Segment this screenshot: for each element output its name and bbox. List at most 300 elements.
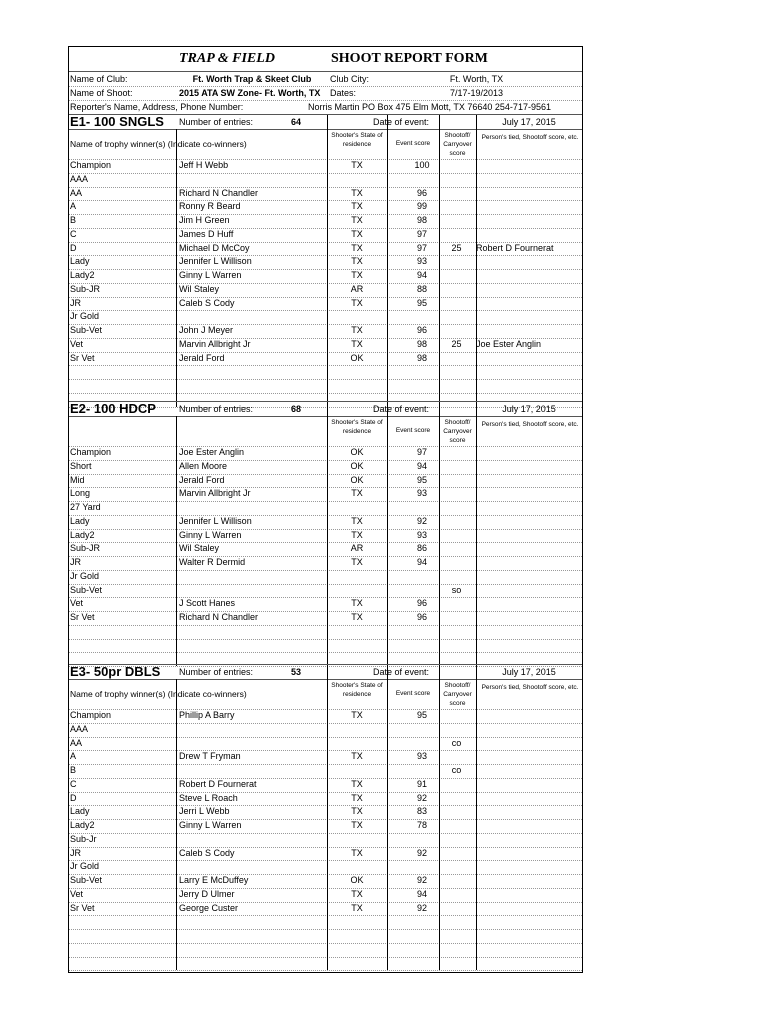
cell-score: 96 — [416, 187, 427, 198]
cell-cls: Sub-Jr — [70, 833, 97, 844]
cell-so — [439, 556, 474, 570]
cell-winner: Ginny L Warren — [179, 270, 242, 280]
cell-cls: D — [70, 792, 77, 803]
table-row — [69, 283, 582, 297]
cell-state: TX — [351, 557, 363, 567]
cell-tied — [476, 487, 582, 501]
cell-cls: Mid — [70, 474, 85, 485]
cell-winner: Marvin Allbright Jr — [179, 338, 251, 349]
cell-tied — [476, 750, 582, 764]
cell-winner: Jerald Ford — [179, 352, 225, 363]
cell-tied — [476, 737, 582, 751]
column-rule — [387, 402, 388, 666]
table-row — [69, 501, 582, 515]
cell-winner: Allen Moore — [179, 460, 228, 471]
cell-state: OK — [350, 875, 364, 885]
cell-cls: Sub-Vet — [70, 584, 103, 595]
cell-score: 78 — [416, 820, 427, 830]
cell-cls — [70, 365, 176, 379]
cell-cls — [70, 957, 176, 971]
table-row — [69, 269, 582, 283]
cell-winner — [179, 584, 329, 598]
cell-tied — [476, 792, 582, 806]
cell-tied — [476, 200, 582, 214]
cell-winner: Ginny L Warren — [179, 529, 242, 540]
cell-state — [327, 501, 387, 515]
cell-cls: Sub-Vet — [70, 325, 103, 335]
cell-score: 94 — [416, 270, 427, 280]
cell-winner — [179, 833, 329, 847]
table-row — [69, 310, 582, 324]
state-header: Shooter's State of residence — [331, 132, 383, 148]
cell-state: TX — [351, 820, 363, 830]
cell-cls: B — [70, 215, 77, 225]
cell-tied — [476, 584, 582, 598]
cell-tied — [476, 957, 582, 971]
cell-score: 96 — [416, 598, 427, 609]
cell-so — [439, 819, 474, 833]
table-row — [69, 929, 582, 943]
cell-cls: AAA — [70, 173, 89, 184]
table-row — [69, 242, 582, 256]
table-row — [69, 902, 582, 916]
cell-state — [327, 943, 387, 957]
cell-winner: Ginny L Warren — [179, 820, 242, 830]
cell-so — [439, 792, 474, 806]
cell-tied — [476, 625, 582, 639]
table-row — [69, 915, 582, 929]
cell-winner: Jerry D Ulmer — [179, 888, 235, 899]
table-row — [69, 460, 582, 474]
table-row — [69, 474, 582, 488]
cell-so — [439, 255, 474, 269]
cell-tied — [476, 929, 582, 943]
column-rule — [476, 665, 477, 970]
column-rule — [439, 115, 440, 407]
cell-so — [439, 860, 474, 874]
cell-score: 88 — [416, 283, 427, 294]
cell-winner — [179, 929, 329, 943]
club-label: Name of Club: — [70, 74, 128, 84]
cell-state — [327, 570, 387, 584]
cell-state — [327, 833, 387, 847]
cell-so — [439, 460, 474, 474]
cell-state: TX — [351, 256, 363, 267]
cell-state — [327, 310, 387, 324]
cell-state: TX — [351, 297, 363, 308]
cell-winner: Robert D Fournerat — [179, 778, 257, 789]
cell-so — [439, 283, 474, 297]
column-rule — [176, 679, 177, 970]
cell-tied — [476, 860, 582, 874]
column-rule — [176, 416, 177, 666]
cell-tied — [476, 847, 582, 861]
shoot-value: 2015 ATA SW Zone- Ft. Worth, TX — [179, 88, 321, 98]
state-header: Shooter's State of residence — [331, 419, 383, 435]
cell-tied — [476, 310, 582, 324]
cell-tied — [476, 352, 582, 366]
cell-state: TX — [351, 515, 363, 526]
cell-so — [439, 723, 474, 737]
cell-winner: Jim H Green — [179, 215, 230, 225]
column-rule — [387, 665, 388, 970]
cell-state — [327, 915, 387, 929]
cell-score: 92 — [416, 902, 427, 913]
cell-tied: Joe Ester Anglin — [476, 338, 542, 349]
cell-score: 93 — [416, 529, 427, 540]
event-score-header: Event score — [395, 427, 431, 434]
cell-score: 95 — [416, 710, 427, 720]
cell-so — [439, 611, 474, 625]
cell-winner — [179, 943, 329, 957]
cell-so — [439, 805, 474, 819]
cell-state — [327, 379, 387, 393]
shootoff-header: Shootoff/ Carryover score — [443, 682, 472, 707]
table-row — [69, 611, 582, 625]
cell-cls: Long — [70, 488, 91, 499]
cell-so — [439, 324, 474, 338]
event-date: July 17, 2015 — [502, 404, 556, 414]
club-row — [69, 72, 582, 86]
cell-so — [439, 888, 474, 902]
cell-cls: A — [70, 201, 77, 212]
cell-winner — [179, 639, 329, 653]
entries-value: 64 — [291, 117, 302, 127]
cell-winner: Larry E McDuffey — [179, 875, 249, 885]
cell-so — [439, 310, 474, 324]
column-rule — [176, 129, 177, 407]
cell-winner — [179, 764, 329, 778]
city-value: Ft. Worth, TX — [449, 74, 504, 84]
cell-winner: Richard N Chandler — [179, 187, 259, 198]
cell-tied — [476, 915, 582, 929]
cell-state: TX — [351, 201, 363, 212]
table-row — [69, 833, 582, 847]
table-row — [69, 778, 582, 792]
cell-cls: Sr Vet — [70, 352, 95, 363]
table-row — [69, 324, 582, 338]
cell-tied — [476, 173, 582, 187]
cell-score: 99 — [416, 201, 427, 212]
cell-tied — [476, 709, 582, 723]
cell-winner: Marvin Allbright Jr — [179, 488, 251, 499]
cell-cls: Lady — [70, 515, 90, 526]
cell-so — [439, 200, 474, 214]
cell-score: 92 — [416, 875, 427, 885]
form-title-row — [69, 47, 582, 71]
cell-state — [327, 625, 387, 639]
tied-header: Person's tied, Shootoff score, etc. — [481, 684, 579, 691]
cell-cls: Jr Gold — [70, 861, 100, 872]
dates-label: Dates: — [330, 88, 357, 98]
cell-cls — [70, 639, 176, 653]
cell-cls: Lady2 — [70, 270, 95, 280]
cell-cls: AAA — [70, 723, 89, 734]
cell-winner — [179, 570, 329, 584]
cell-tied — [476, 888, 582, 902]
table-row — [69, 187, 582, 201]
cell-tied — [476, 819, 582, 833]
cell-winner — [179, 365, 329, 379]
cell-tied — [476, 570, 582, 584]
trophy-winner-header: Name of trophy winner(s) (Indicate co-winners) — [70, 689, 247, 699]
cell-tied — [476, 255, 582, 269]
cell-so — [439, 228, 474, 242]
cell-so — [439, 542, 474, 556]
entries-label: Number of entries: — [179, 667, 254, 677]
cell-score: 96 — [416, 325, 427, 335]
reporter-label: Reporter's Name, Address, Phone Number: — [70, 102, 244, 112]
cell-so — [439, 352, 474, 366]
trophy-winner-header: Name of trophy winner(s) (Indicate co-winners) — [70, 139, 247, 149]
cell-state — [327, 584, 387, 598]
entries-value: 68 — [291, 404, 302, 414]
cell-score: 95 — [416, 474, 427, 485]
cell-cls: Jr Gold — [70, 311, 100, 322]
cell-state — [327, 723, 387, 737]
table-row — [69, 792, 582, 806]
table-row — [69, 639, 582, 653]
cell-tied — [476, 159, 582, 173]
cell-winner: John J Meyer — [179, 325, 234, 335]
cell-score: 97 — [416, 228, 427, 239]
column-rule — [387, 115, 388, 407]
city-label: Club City: — [330, 74, 370, 84]
cell-tied — [476, 324, 582, 338]
form-title-left: TRAP & FIELD — [179, 51, 275, 66]
shoot-report-form — [68, 46, 583, 973]
cell-cls: Sub-Vet — [70, 875, 103, 885]
cell-cls — [70, 943, 176, 957]
cell-cls: JR — [70, 297, 81, 308]
cell-state — [327, 737, 387, 751]
event-title-row — [69, 665, 582, 679]
table-row — [69, 888, 582, 902]
cell-state — [327, 365, 387, 379]
cell-state — [327, 764, 387, 778]
cell-tied — [476, 283, 582, 297]
cell-cls: JR — [70, 557, 81, 567]
cell-cls: Champion — [70, 447, 112, 457]
cell-cls: A — [70, 751, 77, 762]
table-row — [69, 764, 582, 778]
cell-score: 92 — [416, 792, 427, 803]
table-row — [69, 379, 582, 393]
column-rule — [439, 665, 440, 970]
cell-so — [439, 625, 474, 639]
table-row — [69, 200, 582, 214]
cell-cls: AA — [70, 187, 83, 198]
event-name: E1- 100 SNGLS — [70, 115, 164, 129]
table-row — [69, 625, 582, 639]
cell-state: OK — [350, 474, 364, 485]
cell-tied — [476, 365, 582, 379]
cell-state: AR — [350, 543, 364, 554]
cell-state — [327, 957, 387, 971]
cell-winner — [179, 723, 329, 737]
entries-label: Number of entries: — [179, 404, 254, 414]
cell-state — [327, 860, 387, 874]
cell-tied — [476, 269, 582, 283]
shoot-row — [69, 86, 582, 100]
cell-cls — [70, 915, 176, 929]
cell-state — [327, 173, 387, 187]
shootoff-header: Shootoff/ Carryover score — [443, 419, 472, 444]
cell-state: TX — [351, 338, 363, 349]
cell-score: 92 — [416, 515, 427, 526]
cell-cls: Vet — [70, 598, 84, 609]
cell-so — [439, 187, 474, 201]
cell-cls: Sub-JR — [70, 543, 101, 554]
table-row — [69, 570, 582, 584]
table-row — [69, 874, 582, 888]
cell-tied — [476, 805, 582, 819]
cell-tied — [476, 639, 582, 653]
table-row — [69, 487, 582, 501]
cell-winner — [179, 173, 329, 187]
cell-cls: Lady — [70, 806, 90, 817]
table-row — [69, 805, 582, 819]
cell-tied — [476, 542, 582, 556]
cell-state: AR — [350, 283, 364, 294]
cell-tied — [476, 874, 582, 888]
cell-winner: Wil Staley — [179, 283, 220, 294]
cell-score: 98 — [416, 338, 427, 349]
table-row — [69, 860, 582, 874]
cell-winner: Caleb S Cody — [179, 297, 235, 308]
cell-so — [439, 501, 474, 515]
cell-score: 91 — [416, 778, 427, 789]
cell-cls: Jr Gold — [70, 570, 100, 581]
cell-cls: AA — [70, 737, 83, 748]
cell-cls: Sub-JR — [70, 283, 101, 294]
column-rule — [327, 115, 328, 407]
cell-score: 94 — [416, 888, 427, 899]
table-row — [69, 173, 582, 187]
cell-winner — [179, 737, 329, 751]
table-row — [69, 750, 582, 764]
table-row — [69, 446, 582, 460]
cell-tied — [476, 379, 582, 393]
cell-state: TX — [351, 888, 363, 899]
cell-so — [439, 379, 474, 393]
cell-cls: D — [70, 242, 77, 253]
table-row — [69, 214, 582, 228]
table-row — [69, 957, 582, 971]
table-row — [69, 365, 582, 379]
cell-cls: Champion — [70, 710, 112, 720]
table-row — [69, 338, 582, 352]
cell-score: 93 — [416, 751, 427, 762]
cell-score: 94 — [416, 460, 427, 471]
table-row — [69, 556, 582, 570]
table-row — [69, 228, 582, 242]
cell-score: 97 — [416, 242, 427, 253]
cell-cls: Sr Vet — [70, 902, 95, 913]
cell-winner: James D Huff — [179, 228, 234, 239]
cell-so — [439, 474, 474, 488]
cell-winner — [179, 860, 329, 874]
cell-so: co — [451, 737, 462, 748]
cell-score: 95 — [416, 297, 427, 308]
tied-header: Person's tied, Shootoff score, etc. — [481, 134, 579, 141]
table-row — [69, 597, 582, 611]
cell-score: 93 — [416, 488, 427, 499]
cell-winner: Caleb S Cody — [179, 847, 235, 858]
cell-score: 98 — [416, 352, 427, 363]
cell-state: TX — [351, 751, 363, 762]
event-title-row — [69, 115, 582, 129]
cell-score: 96 — [416, 612, 427, 622]
cell-state: TX — [351, 228, 363, 239]
table-row — [69, 584, 582, 598]
cell-so — [439, 487, 474, 501]
event-score-header: Event score — [395, 140, 431, 147]
cell-winner: Jennifer L Willison — [179, 256, 252, 267]
cell-state: TX — [351, 215, 363, 225]
cell-score: 83 — [416, 806, 427, 817]
entries-label: Number of entries: — [179, 117, 254, 127]
cell-so — [439, 297, 474, 311]
cell-state: TX — [351, 806, 363, 817]
cell-tied — [476, 778, 582, 792]
cell-state: TX — [351, 710, 363, 720]
event-date: July 17, 2015 — [502, 667, 556, 677]
cell-tied — [476, 556, 582, 570]
cell-state: TX — [351, 160, 363, 170]
cell-score: 100 — [414, 160, 430, 170]
cell-so — [439, 269, 474, 283]
event-date: July 17, 2015 — [502, 117, 556, 127]
cell-score: 93 — [416, 256, 427, 267]
cell-so — [439, 833, 474, 847]
table-row — [69, 542, 582, 556]
cell-cls: Vet — [70, 888, 84, 899]
cell-winner: Ronny R Beard — [179, 201, 241, 212]
cell-so — [439, 943, 474, 957]
cell-tied — [476, 501, 582, 515]
cell-winner: Wil Staley — [179, 543, 220, 554]
column-header-row — [69, 679, 582, 709]
cell-so — [439, 570, 474, 584]
cell-tied — [476, 187, 582, 201]
cell-so — [439, 902, 474, 916]
cell-so — [439, 173, 474, 187]
cell-cls: B — [70, 765, 77, 775]
cell-tied — [476, 529, 582, 543]
tied-header: Person's tied, Shootoff score, etc. — [481, 421, 579, 428]
cell-tied — [476, 460, 582, 474]
cell-state: TX — [351, 792, 363, 803]
reporter-value: Norris Martin PO Box 475 Elm Mott, TX 76640 254-717-9561 — [308, 102, 551, 112]
cell-tied — [476, 446, 582, 460]
column-rule — [476, 115, 477, 407]
cell-cls — [70, 379, 176, 393]
cell-cls: Lady2 — [70, 820, 95, 830]
table-row — [69, 943, 582, 957]
cell-winner: Richard N Chandler — [179, 612, 259, 622]
cell-cls: Lady2 — [70, 529, 95, 540]
cell-score: 86 — [416, 543, 427, 554]
cell-winner — [179, 310, 329, 324]
cell-winner: Jerri L Webb — [179, 806, 230, 817]
cell-tied — [476, 597, 582, 611]
table-row — [69, 352, 582, 366]
cell-cls: Champion — [70, 160, 112, 170]
cell-winner — [179, 957, 329, 971]
cell-so — [439, 750, 474, 764]
cell-score: 97 — [416, 447, 427, 457]
